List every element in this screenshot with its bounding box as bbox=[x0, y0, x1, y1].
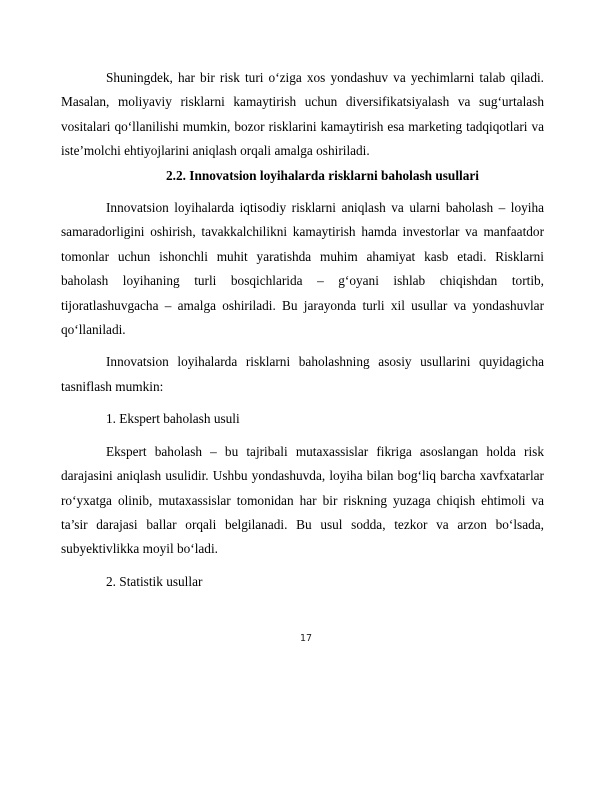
body-paragraph-expert-assessment: Ekspert baholash – bu tajribali mutaxassislar fikriga asoslangan holda risk darajasini aniqlash usulidir. Ushbu yondashuvda, loyiha bilan bog‘liq barcha xavfxatarlar ro‘yxatga olinib, mutaxassislar tomonidan har bir riskning yuzaga chiqish ehtimoli va ta’sir darajasi ballar orqali belgilanadi. Bu usul sodda, tezkor va arzon bo‘lsada, subyektivlikka moyil bo‘ladi. bbox=[61, 443, 544, 557]
list-item-statistical-methods: 2. Statistik usullar bbox=[106, 573, 203, 589]
list-item-expert-assessment: 1. Ekspert baholash usuli bbox=[106, 411, 240, 427]
section-heading: 2.2. Innovatsion loyihalarda risklarni baholash usullari bbox=[166, 167, 479, 183]
page-number: 17 bbox=[299, 633, 313, 644]
body-paragraph-methods-classification: Innovatsion loyihalarda risklarni baholashning asosiy usullarini quyidagicha tasniflash mumkin: bbox=[61, 354, 544, 394]
body-paragraph-risk-assessment: Innovatsion loyihalarda iqtisodiy risklarni aniqlash va ularni baholash – loyiha samaradorligini oshirish, tavakkalchilikni kamaytirish hamda investorlar va manfaatdor tomonlar uchun ishonchli muhit yaratishda muhim ahamiyat kasb etadi. Risklarni baholash loyihaning turli bosqichlarida – g‘oyani ishlab chiqishdan tortib, tijoratlashuvgacha – amalga oshiriladi. Bu jarayonda turli xil usullar va yondashuvlar qo‘llaniladi. bbox=[61, 200, 544, 338]
body-paragraph-risk-approaches: Shuningdek, har bir risk turi o‘ziga xos yondashuv va yechimlarni talab qiladi. Masalan, moliyaviy risklarni kamaytirish uchun diversifikatsiyalash va sug‘urtalash vositalari qo‘llanilishi mumkin, bozor risklarini kamaytirish esa marketing tadqiqotlari va iste’molchi ehtiyojlarini aniqlash orqali amalga oshiriladi. bbox=[61, 70, 544, 159]
document-page bbox=[61, 66, 544, 594]
